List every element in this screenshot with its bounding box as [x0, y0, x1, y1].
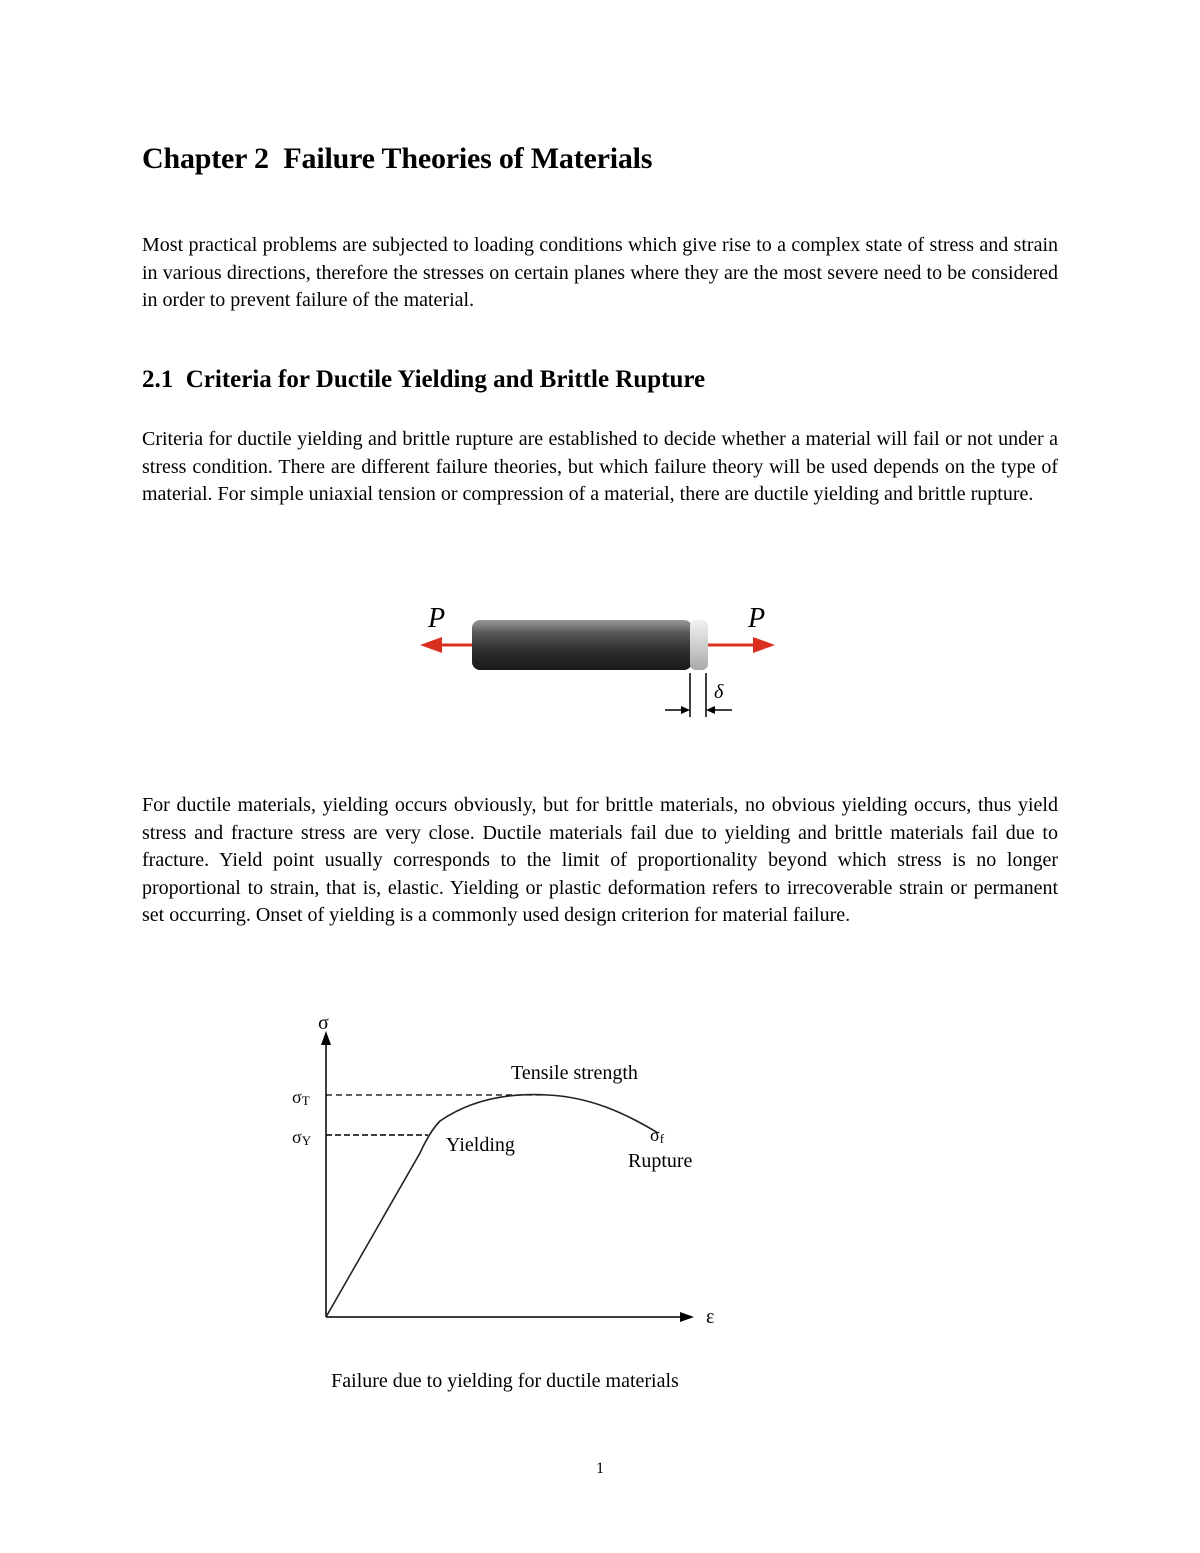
- y-axis-label: σ: [318, 1012, 329, 1034]
- left-load-arrow: [420, 637, 472, 653]
- chapter-title: Chapter 2 Failure Theories of Materials: [142, 142, 653, 175]
- bar-body: [472, 620, 692, 670]
- figure-caption-text: Failure due to yielding for ductile materials: [331, 1370, 679, 1392]
- figure-caption: [0, 1370, 1010, 1393]
- sigma-t-label: σT: [292, 1087, 310, 1108]
- page-number: 1: [596, 1460, 604, 1477]
- criteria-paragraph: Criteria for ductile yielding and brittle rupture are established to decide whether a material will fail or not under a stress condition. There are different failure theories, but which failure theory will be used depends on the type of material. For simple uniaxial tension or compression of a material, there are ductile yielding and brittle rupture.: [142, 428, 1058, 505]
- ductile-paragraph: For ductile materials, yielding occurs obviously, but for brittle materials, no obvious yielding occurs, thus yield stress and fracture stress are very close. Ductile materials fail due to yielding and brittle materials fail due to fracture. Yield point usually corresponds to the limit of proportionality beyond which stress is no longer proportional to strain, that is, elastic. Yielding or plastic deformation refers to irrecoverable strain or permanent set occurring. Onset of yielding is a commonly used design criterion for material failure.: [142, 794, 1058, 926]
- x-axis: [326, 1312, 694, 1322]
- y-axis: [321, 1031, 331, 1317]
- stress-strain-figure: [280, 1005, 740, 1345]
- x-axis-label: ε: [706, 1306, 715, 1328]
- tensile-strength-label: Tensile strength: [511, 1062, 638, 1084]
- sigma-f-label: σf: [650, 1125, 665, 1146]
- bar-elongated-end: [690, 620, 708, 670]
- elongation-label: δ: [714, 681, 724, 703]
- rupture-label: Rupture: [628, 1150, 693, 1172]
- intro-paragraph: Most practical problems are subjected to loading conditions which give rise to a complex state of stress and strain in various directions, therefore the stresses on certain planes where they are the most severe need to be considered in order to prevent failure of the material.: [142, 234, 1058, 311]
- load-label-left: P: [428, 603, 446, 634]
- bar-tension-figure: [410, 595, 790, 725]
- right-load-arrow: [708, 637, 775, 653]
- stress-strain-curve: [326, 1095, 658, 1317]
- load-label-right: P: [748, 603, 766, 634]
- yielding-label: Yielding: [446, 1134, 515, 1156]
- section-title: 2.1 Criteria for Ductile Yielding and Brittle Rupture: [142, 366, 706, 393]
- sigma-y-label: σY: [292, 1127, 312, 1148]
